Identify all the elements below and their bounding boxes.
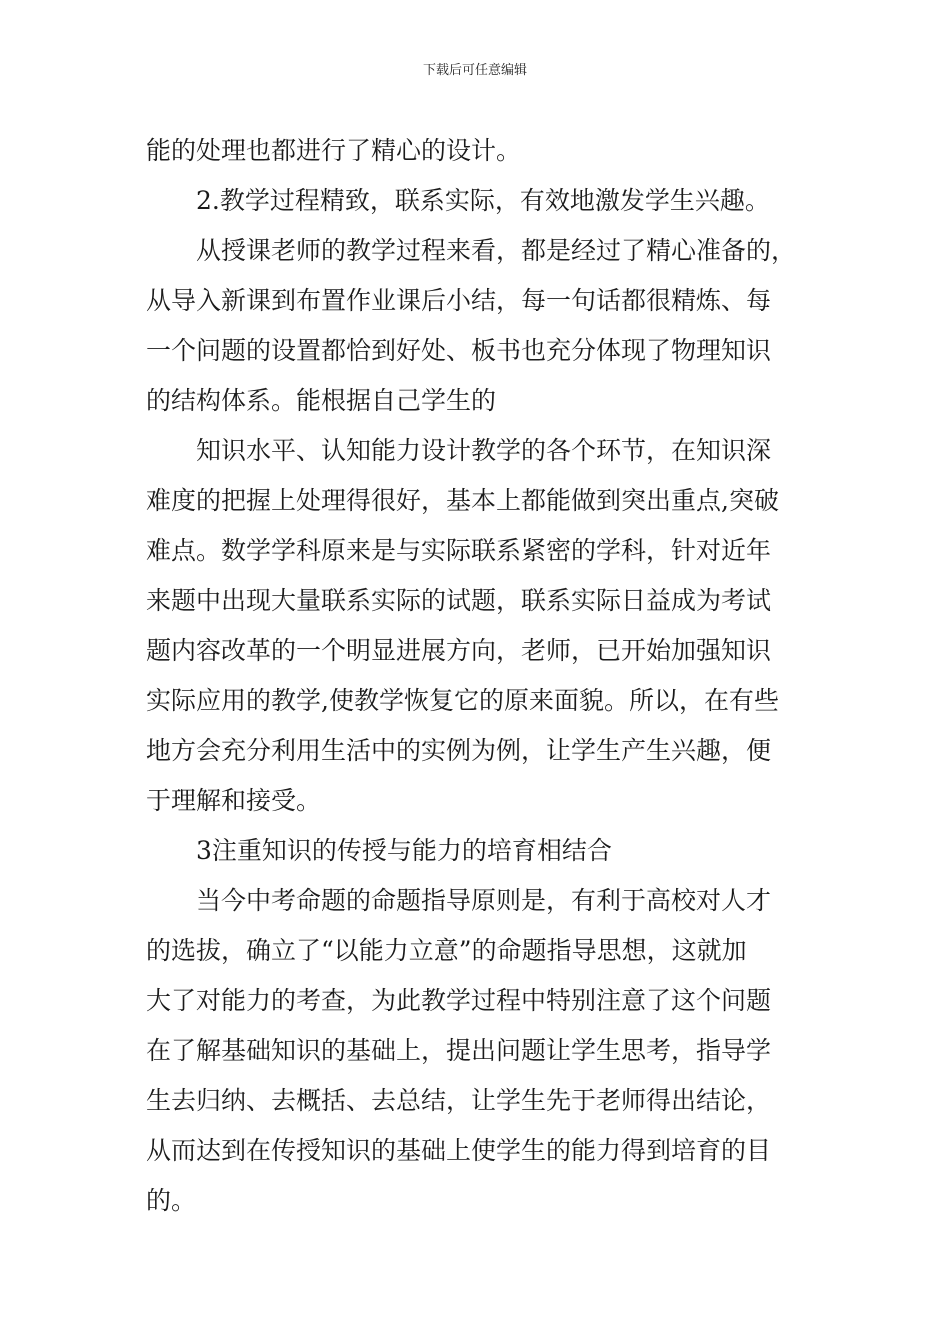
section-heading: 3注重知识的传授与能力的培育相结合 xyxy=(196,836,612,865)
text-line: 能的处理也都进行了精心的设计。 xyxy=(146,136,522,165)
paragraph-line: 的。 xyxy=(146,1186,197,1215)
paragraph-line: 生去归纳、去概括、去总结，让学生先于老师得出结论， xyxy=(146,1086,772,1115)
paragraph-line: 实际应用的教学,使教学恢复它的原来面貌。所以，在有些 xyxy=(146,686,779,715)
paragraph-line: 当今中考命题的命题指导原则是，有利于高校对人才 xyxy=(196,886,772,915)
paragraph-line: 从而达到在传授知识的基础上使学生的能力得到培育的目 xyxy=(146,1136,772,1165)
paragraph-line: 大了对能力的考查，为此教学过程中特别注意了这个问题 xyxy=(146,986,772,1015)
paragraph-line: 一个问题的设置都恰到好处、板书也充分体现了物理知识 xyxy=(146,336,772,365)
paragraph-line: 地方会充分利用生活中的实例为例，让学生产生兴趣，便 xyxy=(146,736,772,765)
paragraph-line: 难点。数学学科原来是与实际联系紧密的学科，针对近年 xyxy=(146,536,772,565)
document-body xyxy=(146,126,826,1226)
paragraph-line: 难度的把握上处理得很好，基本上都能做到突出重点,突破 xyxy=(146,486,779,515)
paragraph-line: 的结构体系。能根据自己学生的 xyxy=(146,386,497,415)
paragraph-line: 题内容改革的一个明显进展方向，老师，已开始加强知识 xyxy=(146,636,772,665)
paragraph-line: 来题中出现大量联系实际的试题，联系实际日益成为考试 xyxy=(146,586,772,615)
section-heading: 2.教学过程精致，联系实际，有效地激发学生兴趣。 xyxy=(196,186,770,215)
paragraph-line: 的选拔，确立了“以能力立意”的命题指导思想，这就加 xyxy=(146,936,747,965)
paragraph-line: 从授课老师的教学过程来看，都是经过了精心准备的， xyxy=(196,236,797,265)
paragraph-line: 于理解和接受。 xyxy=(146,786,322,815)
paragraph-line: 从导入新课到布置作业课后小结，每一句话都很精炼、每 xyxy=(146,286,772,315)
paragraph-line: 在了解基础知识的基础上，提出问题让学生思考，指导学 xyxy=(146,1036,772,1065)
page-header: 下载后可任意编辑 xyxy=(422,63,527,78)
paragraph-line: 知识水平、认知能力设计教学的各个环节，在知识深 xyxy=(196,436,772,465)
